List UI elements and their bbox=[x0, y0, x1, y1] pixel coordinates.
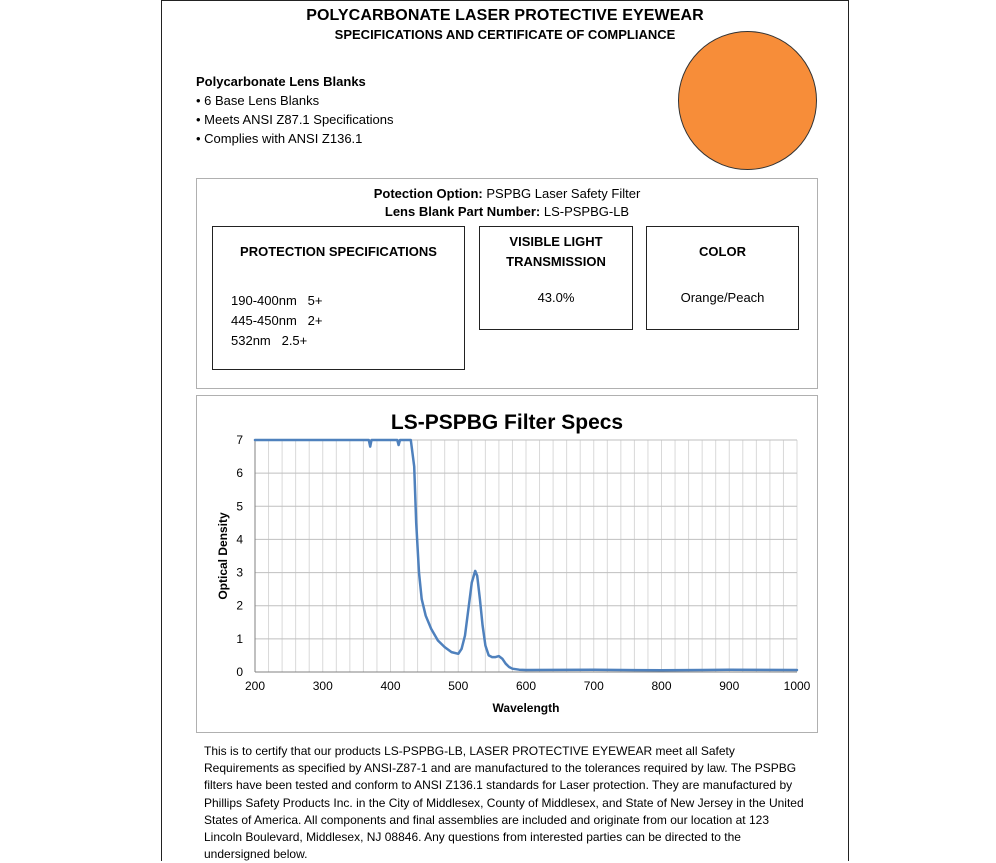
visible-light-box bbox=[479, 226, 633, 330]
x-tick-label: 700 bbox=[583, 679, 604, 693]
protection-spec-item: 190-400nm 5+ bbox=[231, 293, 323, 308]
x-tick-label: 900 bbox=[719, 679, 740, 693]
color-heading: COLOR bbox=[699, 244, 746, 259]
protection-specs-heading: PROTECTION SPECIFICATIONS bbox=[240, 244, 437, 259]
y-tick-label: 3 bbox=[236, 565, 243, 580]
x-tick-label: 1000 bbox=[783, 679, 811, 693]
certificate-page bbox=[161, 0, 849, 861]
y-axis-label: Optical Density bbox=[216, 512, 230, 600]
feature-item: • Meets ANSI Z87.1 Specifications bbox=[196, 112, 394, 127]
page-subtitle: SPECIFICATIONS AND CERTIFICATE OF COMPLIANCE bbox=[334, 27, 676, 42]
visible-light-heading-2: TRANSMISSION bbox=[506, 254, 606, 269]
y-tick-label: 1 bbox=[236, 631, 243, 646]
features-list bbox=[196, 72, 393, 148]
page-title: POLYCARBONATE LASER PROTECTIVE EYEWEAR bbox=[306, 7, 704, 24]
protection-specs-box bbox=[212, 226, 465, 370]
color-box bbox=[646, 226, 799, 330]
feature-item: • Complies with ANSI Z136.1 bbox=[196, 131, 363, 146]
lens-color-swatch bbox=[678, 31, 817, 170]
certificate-text: This is to certify that our products LS-PSPBG-LB, LASER PROTECTIVE EYEWEAR meet all Safety Requirements as specified by ANSI-Z87-1 and are manufactured to the tolerances required by law. The PSPBG filters have been tested and conform to ANSI Z136.1 standards for Laser protection. They are manufactured by Phillips Safety Products Inc. in the City of Middlesex, County of Middlesex, and State of New Jersey in the United States of America. All components and final assemblies are included and originate from our location at 123 Lincoln Boulevard, Middlesex, NJ 08846. Any questions from interested parties can be directed to the undersigned below. bbox=[204, 744, 804, 862]
part-number-label: Lens Blank Part Number: bbox=[384, 204, 541, 219]
protection-option-value: PSPBG Laser Safety Filter bbox=[486, 186, 641, 201]
y-tick-label: 0 bbox=[236, 665, 243, 679]
y-tick-label: 6 bbox=[236, 466, 243, 481]
y-tick-label: 4 bbox=[236, 532, 243, 547]
x-axis-label: Wavelength bbox=[492, 701, 560, 715]
color-value: Orange/Peach bbox=[680, 290, 765, 305]
visible-light-heading-1: VISIBLE LIGHT bbox=[509, 234, 603, 249]
x-tick-label: 400 bbox=[380, 679, 401, 693]
x-tick-label: 500 bbox=[448, 679, 469, 693]
part-number-line bbox=[197, 204, 817, 219]
protection-spec-item: 532nm 2.5+ bbox=[231, 333, 308, 348]
x-tick-label: 200 bbox=[244, 679, 266, 693]
filter-chart bbox=[197, 396, 817, 732]
visible-light-value: 43.0% bbox=[537, 290, 575, 305]
y-tick-label: 5 bbox=[236, 499, 243, 514]
filter-chart-panel bbox=[196, 395, 818, 733]
x-tick-label: 300 bbox=[312, 679, 333, 693]
protection-spec-item: 445-450nm 2+ bbox=[231, 313, 323, 328]
protection-option-line bbox=[197, 186, 817, 201]
x-tick-label: 800 bbox=[651, 679, 672, 693]
part-number-value: LS-PSPBG-LB bbox=[543, 204, 630, 219]
y-tick-label: 2 bbox=[236, 598, 243, 613]
y-tick-label: 7 bbox=[236, 433, 243, 447]
protection-option-panel bbox=[196, 178, 818, 389]
feature-item: • 6 Base Lens Blanks bbox=[196, 93, 320, 108]
protection-specs-list bbox=[231, 291, 322, 351]
protection-option-label: Potection Option: bbox=[373, 186, 483, 201]
chart-title: LS-PSPBG Filter Specs bbox=[390, 411, 624, 434]
features-heading: Polycarbonate Lens Blanks bbox=[196, 74, 366, 89]
x-tick-label: 600 bbox=[515, 679, 537, 693]
